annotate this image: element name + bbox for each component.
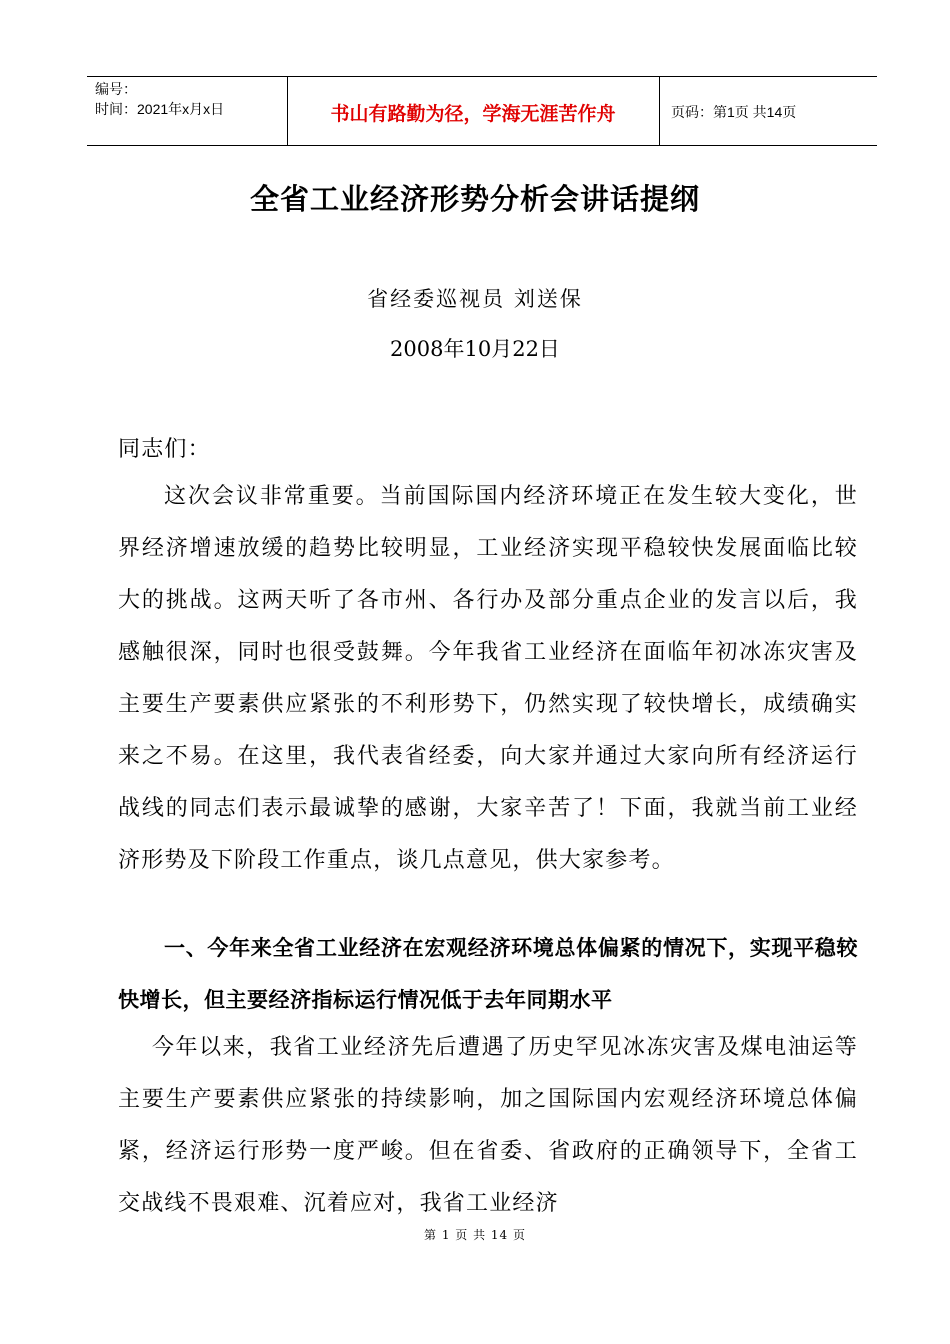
document-number-label: 编号： (95, 81, 137, 97)
header-divider (659, 77, 660, 145)
header-meta (95, 79, 295, 119)
salutation: 同志们： (118, 437, 211, 462)
header-motto: 书山有路勤为径，学海无涯苦作舟 (330, 103, 616, 125)
section-heading: 一、今年来全省工业经济在宏观经济环境总体偏紧的情况下，实现平稳较快增长，但主要经济指标运行情况低于去年同期水平 (118, 936, 858, 1012)
document-time-label: 时间：2021年x月x日 (95, 101, 225, 117)
body-paragraph: 今年以来，我省工业经济先后遭遇了历史罕见冰冻灾害及煤电油运等主要生产要素供应紧张的持续影响，加之国际国内宏观经济环境总体偏紧，经济运行形势一度严峻。但在省委、省政府的正确领导下，全省工交战线不畏艰难、沉着应对，我省工业经济 (118, 1035, 858, 1216)
header-page-info: 页码：第1页 共14页 (671, 104, 797, 120)
body-paragraph: 这次会议非常重要。当前国际国内经济环境正在发生较大变化，世界经济增速放缓的趋势比较明显，工业经济实现平稳较快发展面临比较大的挑战。这两天听了各市州、各行办及部分重点企业的发言以后，我感触很深，同时也很受鼓舞。今年我省工业经济在面临年初冰冻灾害及主要生产要素供应紧张的不利形势下，仍然实现了较快增长，成绩确实来之不易。在这里，我代表省经委，向大家并通过大家向所有经济运行战线的同志们表示最诚挚的感谢，大家辛苦了！下面，我就当前工业经济形势及下阶段工作重点，谈几点意见，供大家参考。 (118, 484, 858, 873)
page-header (87, 76, 877, 146)
document-date: 2008年10月22日 (390, 337, 560, 361)
document-author: 省经委巡视员 刘送保 (367, 287, 583, 311)
document-title: 全省工业经济形势分析会讲话提纲 (249, 182, 700, 216)
page-footer: 第 1 页 共 14 页 (424, 1228, 526, 1242)
